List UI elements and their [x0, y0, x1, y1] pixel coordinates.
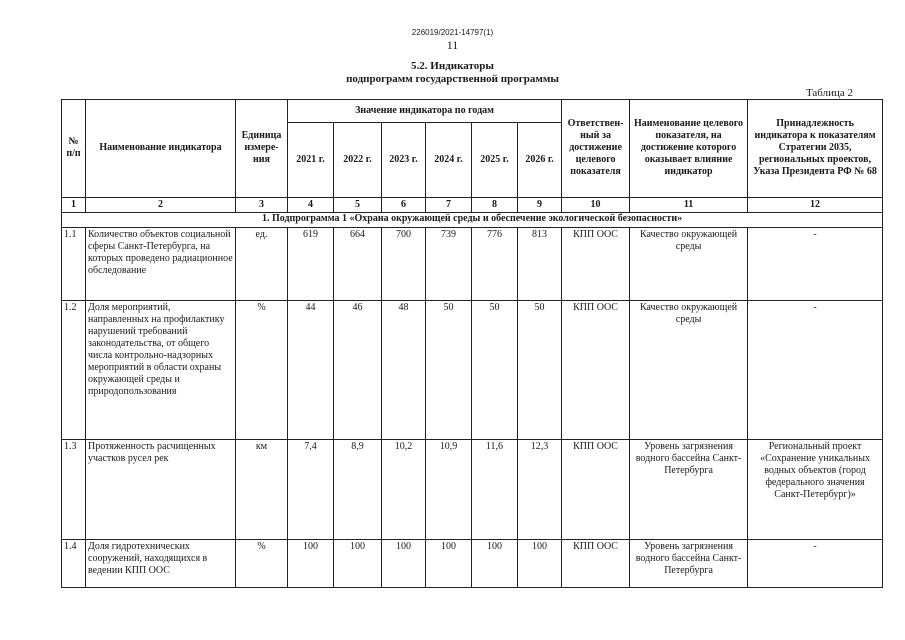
row-unit: %	[236, 540, 288, 588]
header-target: Наименование целевого показателя, на достижение которого оказывает влияние индикатор	[630, 100, 748, 198]
header-num: № п/п	[62, 100, 86, 198]
row-name: Доля гидротехнических сооружений, находящихся в ведении КПП ООС	[86, 540, 236, 588]
row-value-2021: 619	[288, 227, 334, 300]
row-name: Доля мероприятий, направленных на профилактику нарушений требований законодательства, от общего числа контрольно-надзорных мероприятий в области охраны окружающей среды и природопользования	[86, 300, 236, 439]
row-value-2024: 10,9	[426, 440, 472, 540]
row-responsible: КПП ООС	[562, 300, 630, 439]
row-value-2025: 11,6	[472, 440, 518, 540]
title-line-2: подпрограмм государственной программы	[346, 73, 559, 85]
row-value-2026: 813	[518, 227, 562, 300]
header-belonging: Принадлежность индикатора к показателям Стратегии 2035, региональных проектов, Указа Президента РФ № 68	[748, 100, 883, 198]
header-year-2025: 2025 г.	[472, 122, 518, 197]
header-year-2022: 2022 г.	[334, 122, 382, 197]
registration-stamp: 226019/2021-14797(1)	[411, 28, 494, 37]
row-target: Уровень загрязнения водного бассейна Санкт-Петербурга	[630, 540, 748, 588]
table-row	[62, 227, 883, 300]
row-value-2021: 100	[288, 540, 334, 588]
row-value-2023: 48	[382, 300, 426, 439]
header-name: Наименование индикатора	[86, 100, 236, 198]
table-label: Таблица 2	[805, 87, 853, 99]
header-year-2026: 2026 г.	[518, 122, 562, 197]
row-name: Протяженность расчищенных участков русел рек	[86, 440, 236, 540]
col-number: 3	[236, 197, 288, 213]
header-year-2024: 2024 г.	[426, 122, 472, 197]
row-value-2021: 44	[288, 300, 334, 439]
row-value-2024: 50	[426, 300, 472, 439]
row-value-2024: 100	[426, 540, 472, 588]
row-value-2022: 664	[334, 227, 382, 300]
row-name: Количество объектов социальной сферы Санкт-Петербурга, на которых проведено радиационное обследование	[86, 227, 236, 300]
row-belonging: Региональный проект «Сохранение уникальных водных объектов (город федерального значения Санкт-Петербург)»	[748, 440, 883, 540]
col-number: 9	[518, 197, 562, 213]
row-num: 1.3	[62, 440, 86, 540]
header-year-2021: 2021 г.	[288, 122, 334, 197]
page-number: 11	[446, 38, 459, 52]
header-year-2023: 2023 г.	[382, 122, 426, 197]
col-number: 6	[382, 197, 426, 213]
row-belonging: -	[748, 540, 883, 588]
row-value-2024: 739	[426, 227, 472, 300]
row-value-2025: 100	[472, 540, 518, 588]
row-value-2022: 100	[334, 540, 382, 588]
col-number: 8	[472, 197, 518, 213]
header-values-group: Значение индикатора по годам	[288, 100, 562, 123]
table-row	[62, 440, 883, 540]
row-value-2025: 50	[472, 300, 518, 439]
section-title: 1. Подпрограмма 1 «Охрана окружающей среды и обеспечение экологической безопасности»	[62, 213, 883, 228]
col-number: 12	[748, 197, 883, 213]
row-target: Качество окружающей среды	[630, 227, 748, 300]
title-line-1: 5.2. Индикаторы	[411, 60, 494, 72]
row-value-2026: 100	[518, 540, 562, 588]
row-value-2025: 776	[472, 227, 518, 300]
row-target: Уровень загрязнения водного бассейна Санкт-Петербурга	[630, 440, 748, 540]
row-responsible: КПП ООС	[562, 540, 630, 588]
row-value-2021: 7,4	[288, 440, 334, 540]
col-number: 7	[426, 197, 472, 213]
col-number: 5	[334, 197, 382, 213]
page-title	[0, 60, 905, 86]
header-unit: Единица измере-ния	[236, 100, 288, 198]
row-target: Качество окружающей среды	[630, 300, 748, 439]
col-number: 11	[630, 197, 748, 213]
row-value-2026: 12,3	[518, 440, 562, 540]
indicators-table	[61, 99, 883, 588]
col-number: 4	[288, 197, 334, 213]
table-row	[62, 540, 883, 588]
row-num: 1.2	[62, 300, 86, 439]
col-number: 10	[562, 197, 630, 213]
row-unit: км	[236, 440, 288, 540]
row-value-2023: 100	[382, 540, 426, 588]
row-responsible: КПП ООС	[562, 227, 630, 300]
col-number: 2	[86, 197, 236, 213]
row-value-2023: 10,2	[382, 440, 426, 540]
row-num: 1.1	[62, 227, 86, 300]
row-unit: %	[236, 300, 288, 439]
row-value-2022: 46	[334, 300, 382, 439]
row-belonging: -	[748, 227, 883, 300]
table-row	[62, 300, 883, 439]
row-responsible: КПП ООС	[562, 440, 630, 540]
row-value-2022: 8,9	[334, 440, 382, 540]
col-number: 1	[62, 197, 86, 213]
row-unit: ед.	[236, 227, 288, 300]
row-value-2026: 50	[518, 300, 562, 439]
row-belonging: -	[748, 300, 883, 439]
row-num: 1.4	[62, 540, 86, 588]
header-responsible: Ответствен-ный за достижение целевого показателя	[562, 100, 630, 198]
row-value-2023: 700	[382, 227, 426, 300]
